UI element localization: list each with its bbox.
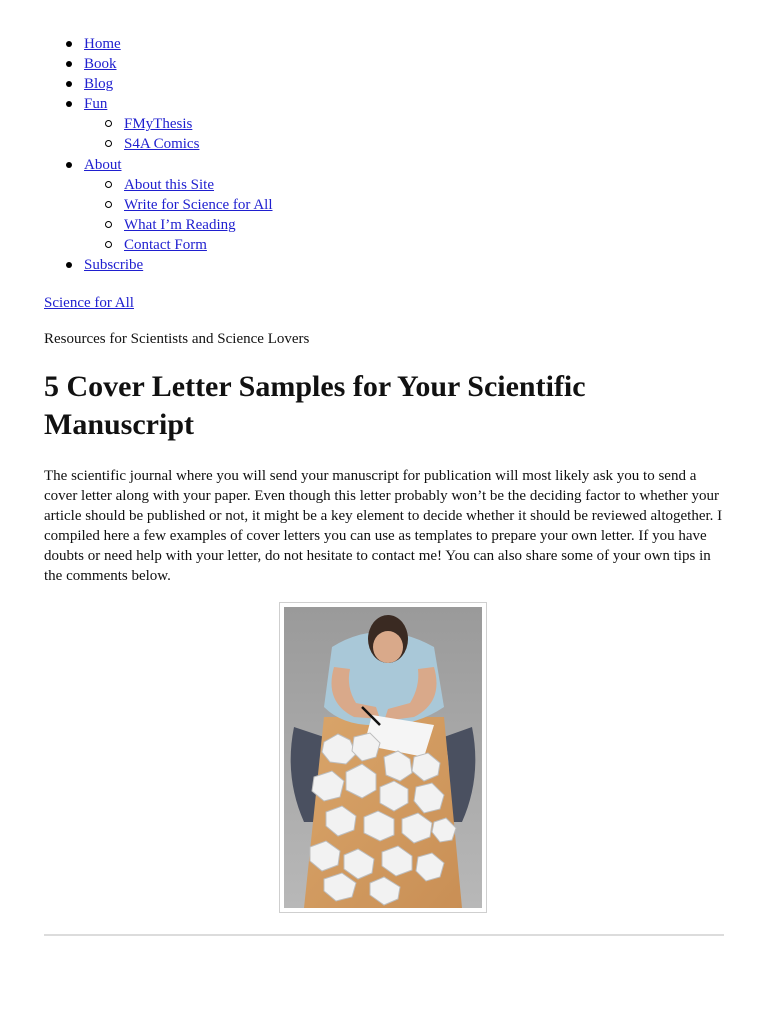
site-description: Resources for Scientists and Science Lovers	[44, 331, 310, 347]
nav-item-write-for-science	[84, 195, 273, 215]
nav-item-what-im-reading	[84, 215, 273, 235]
nav-link-fmythesis[interactable]: FMyThesis	[124, 116, 193, 133]
nav-link-book[interactable]: Book	[84, 56, 117, 73]
nav-link-home[interactable]: Home	[84, 36, 121, 52]
nav-item-home	[44, 34, 273, 54]
nav-link-about-this-site[interactable]: About this Site	[124, 176, 215, 193]
nav-item-fmythesis	[84, 114, 273, 134]
site-title-link[interactable]: Science for All	[44, 295, 134, 311]
nav-item-blog	[44, 74, 273, 94]
nav-link-s4a-comics[interactable]: S4A Comics	[124, 136, 200, 153]
nav-item-about-this-site	[84, 175, 273, 195]
nav-link-contact-form[interactable]: Contact Form	[124, 236, 207, 253]
nav-link-blog[interactable]: Blog	[84, 76, 114, 93]
nav-link-write-for-science[interactable]: Write for Science for All	[124, 196, 273, 213]
post-image	[284, 607, 482, 908]
person-face	[373, 631, 403, 663]
nav-item-fun	[44, 94, 273, 154]
nav-item-s4a-comics	[84, 134, 273, 154]
post-image-frame	[279, 602, 487, 913]
main-navigation	[44, 34, 273, 275]
nav-item-about	[44, 155, 273, 255]
nav-item-book	[44, 54, 273, 74]
about-submenu	[84, 175, 273, 255]
nav-link-fun[interactable]: Fun	[84, 96, 108, 113]
nav-link-about[interactable]: About	[84, 156, 122, 173]
nav-item-subscribe	[44, 255, 273, 275]
fun-submenu	[84, 114, 273, 154]
content-divider	[44, 934, 724, 936]
post-title: 5 Cover Letter Samples for Your Scientific Manuscript	[44, 370, 586, 441]
nav-link-subscribe[interactable]: Subscribe	[84, 257, 144, 274]
nav-link-what-im-reading[interactable]: What I’m Reading	[124, 216, 236, 233]
post-intro-paragraph: The scientific journal where you will send your manuscript for publication will most likely ask you to send a cover letter along with your paper. Even though this letter probably won’t be the deciding factor to whether your article should be published or not, it might be a key element to decide whether it should be reviewed altogether. I compiled here a few examples of cover letters you can use as templates to prepare your own letter. If you have doubts or need help with your letter, do not hesitate to contact me! You can also share some of your own tips in the comments below.	[44, 468, 723, 585]
nav-item-contact-form	[84, 235, 273, 255]
